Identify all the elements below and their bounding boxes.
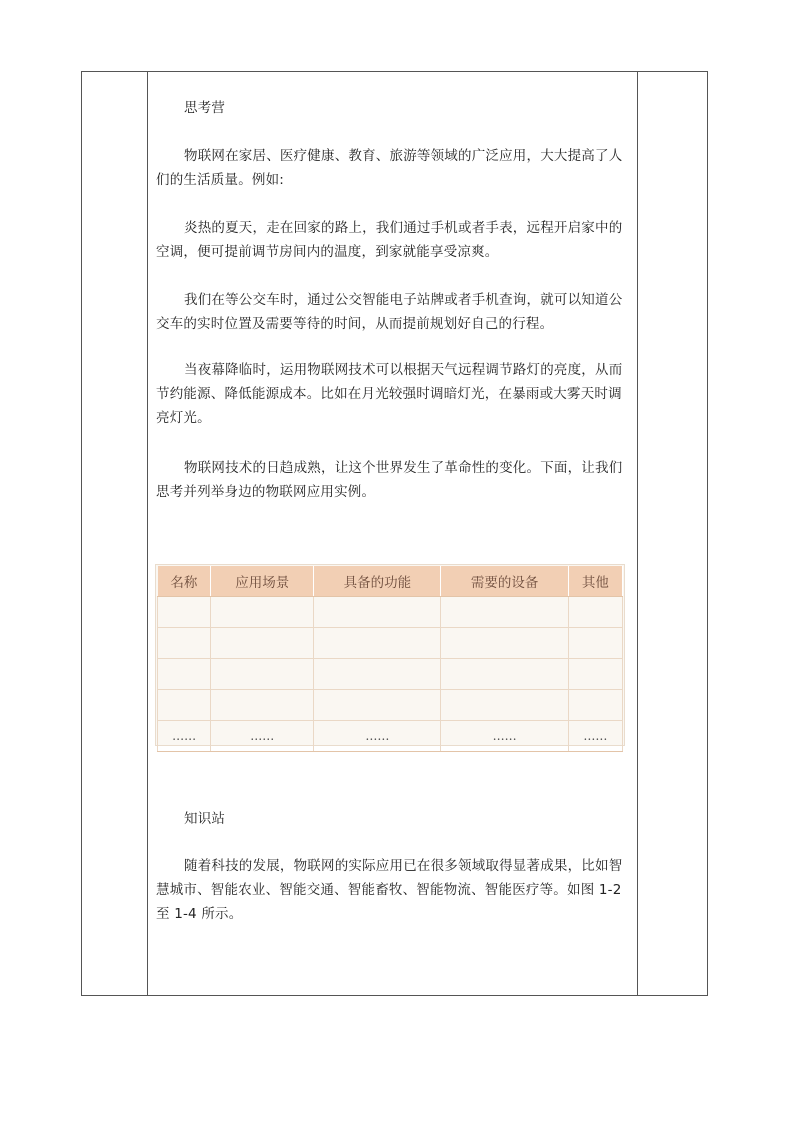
paragraph-example-aircon: 炎热的夏天，走在回家的路上，我们通过手机或者手表，远程开启家中的空调，便可提前调节房间内的温度，到家就能享受凉爽。: [156, 220, 623, 260]
table-row-ellipsis: [158, 721, 623, 752]
paragraph-intro: 物联网在家居、医疗健康、教育、旅游等领域的广泛应用，大大提高了人们的生活质量。例如:: [156, 148, 623, 188]
content-cell: [148, 72, 637, 995]
ellipsis-cell: ……: [158, 721, 211, 752]
ellipsis-cell: ……: [314, 721, 441, 752]
table-row: [158, 628, 623, 659]
ellipsis-cell: ……: [441, 721, 568, 752]
table-header-row: [158, 566, 623, 597]
header-function: 具备的功能: [314, 566, 441, 597]
ellipsis-cell: ……: [568, 721, 622, 752]
header-device: 需要的设备: [441, 566, 568, 597]
application-table: [157, 566, 623, 752]
lesson-table: [81, 71, 708, 996]
paragraph-example-bus: 我们在等公交车时，通过公交智能电子站牌或者手机查询，就可以知道公交车的实时位置及需要等待的时间，从而提前规划好自己的行程。: [156, 292, 623, 332]
paragraph-example-streetlight: 当夜幕降临时，运用物联网技术可以根据天气远程调节路灯的亮度，从而节约能源、降低能源成本。比如在月光较强时调暗灯光，在暴雨或大雾天时调亮灯光。: [156, 362, 623, 426]
paragraph-reflection: 物联网技术的日趋成熟，让这个世界发生了革命性的变化。下面，让我们思考并列举身边的物联网应用实例。: [156, 460, 623, 500]
column-divider-right: [637, 72, 638, 995]
header-name: 名称: [158, 566, 211, 597]
application-table-figure: [156, 565, 624, 745]
header-scenario: 应用场景: [211, 566, 314, 597]
table-row: [158, 597, 623, 628]
header-other: 其他: [568, 566, 622, 597]
table-row: [158, 659, 623, 690]
paragraph-knowledge: 随着科技的发展，物联网的实际应用已在很多领域取得显著成果，比如智慧城市、智能农业、智能交通、智能畜牧、智能物流、智能医疗等。如图 1-2 至 1-4 所示。: [156, 858, 623, 922]
ellipsis-cell: ……: [211, 721, 314, 752]
section-heading-knowledge-station: 知识站: [184, 811, 226, 827]
section-heading-thinking-camp: 思考营: [184, 100, 226, 116]
table-row: [158, 690, 623, 721]
